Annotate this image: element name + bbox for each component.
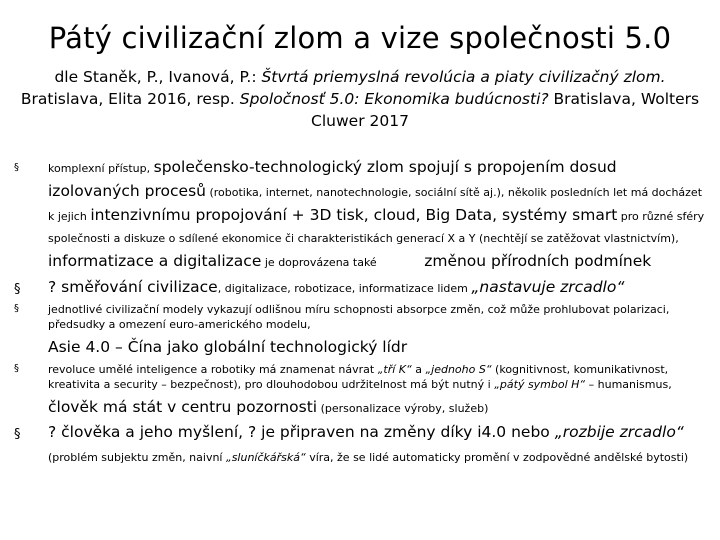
bullet-emphasis: člověk má stát v centru pozornosti [48,398,318,416]
bullet-text: jednotlivé civilizační modely vykazují odlišnou míru schopnosti absorpce změn, což může prohlubovat polarizaci, předsudky a omezení euro-amerického modelu, [48,303,670,331]
bullet-marker-icon: § [14,427,21,442]
bullet-marker-icon: § [14,363,19,374]
bullet-emphasis: „rozbije zrcadlo“ [554,423,684,441]
bullet-emphasis: ? směřování civilizace [48,278,218,296]
bullet-emphasis: intenzivnímu propojování + 3D tisk, cloud, Big Data, systémy smart [90,206,618,224]
bullet-text: komplexní přístup, [48,162,154,175]
bullet-marker-icon: § [14,282,21,297]
slide-subtitle [20,66,700,132]
subtitle-book-title-1: Štvrtá priemyslná revolúcia a piaty civilizačný zlom. [261,68,666,86]
bullet-text: je doprovázena také [261,256,381,269]
bullet-text: (kognitivnost, komunikativnost, kreativita a security – bezpečnost), pro dlouhodobou udržitelnost má být nutný i [48,363,669,391]
bullet-text: pro různé sféry společnosti a diskuze o sdílené ekonomice či charakteristikách generací X a Y (nechtějí se zatěžovat vlastnictvím), [48,210,705,245]
bullet-text: revoluce umělé inteligence a robotiky má znamenat návrat [48,363,378,376]
bullet-text: a [411,363,426,376]
bullet-emphasis: „pátý symbol H“ [494,378,586,391]
bullet-text: (personalizace výroby, služeb) [317,402,489,415]
bullet-item [8,276,710,298]
bullet-list [8,156,710,468]
bullet-emphasis: „jednoho S“ [425,363,492,376]
bullet-text: , digitalizace, robotizace, informatizace lidem [217,282,472,295]
bullet-emphasis: Asie 4.0 – Čína jako globální technologický lídr [48,338,408,356]
bullet-text: (robotika, internet, nanotechnologie, sociální sítě aj.), několik posledních let má docházet k jejich [48,186,703,223]
bullet-text: – humanismus, [585,378,672,391]
bullet-emphasis: „nastavuje zrcadlo“ [471,278,625,296]
bullet-marker-icon: § [14,162,19,173]
subtitle-publisher-1: Bratislava, Elita 2016, resp. [20,90,240,108]
bullet-text: (problém subjektu změn, naivní [48,451,226,464]
subtitle-publisher-2: Bratislava, Wolters Cluwer 2017 [311,90,700,130]
bullet-item [8,302,710,358]
bullet-text: víra, že se lidé automaticky promění v zodpovědné andělské bytosti) [305,451,689,464]
bullet-emphasis: změnou přírodních podmínek [424,252,652,270]
bullet-item [8,156,710,274]
bullet-item [8,420,710,468]
slide-title: Pátý civilizační zlom a vize společnosti 5.0 [48,21,672,55]
bullet-item [8,362,710,418]
bullet-emphasis: „sluníčkářská“ [226,451,306,464]
subtitle-book-title-2: Spoločnosť 5.0: Ekonomika budúcnosti? [239,90,549,108]
bullet-emphasis: „tří K“ [377,363,412,376]
bullet-emphasis: informatizace a digitalizace [48,252,262,270]
subtitle-authors: dle Staněk, P., Ivanová, P.: [54,68,262,86]
bullet-marker-icon: § [14,303,19,314]
bullet-emphasis: ? člověka a jeho myšlení, ? je připraven na změny díky i4.0 nebo [48,423,555,441]
bullet-emphasis: společensko-technologický zlom spojují s propojením dosud izolovaných procesů [48,158,617,200]
